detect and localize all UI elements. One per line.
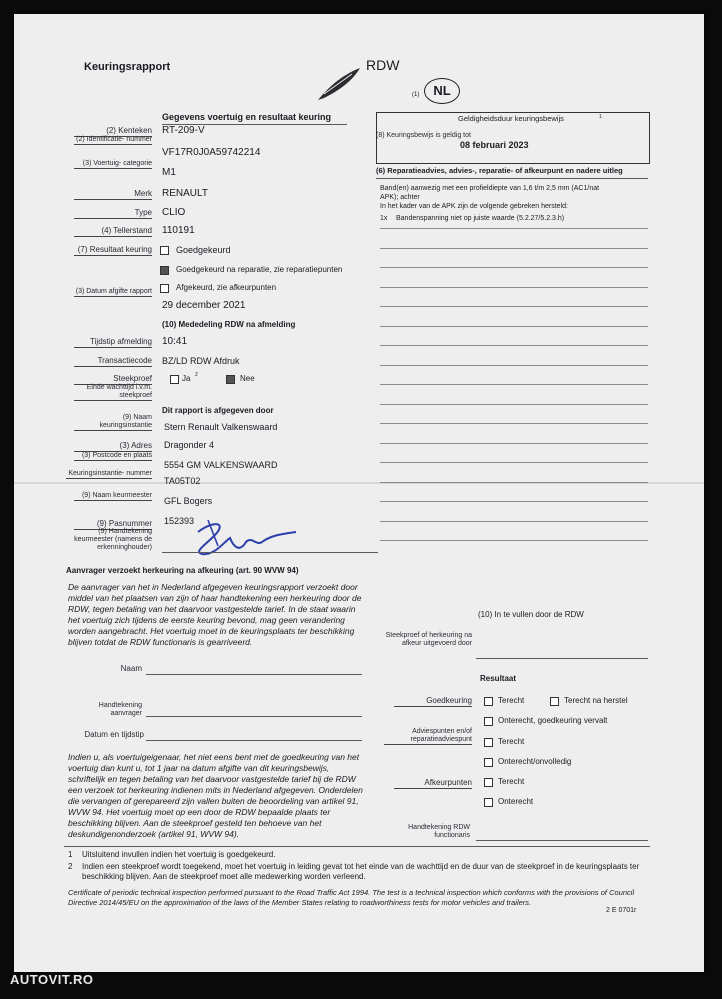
result-approved-after-repair-checkbox: [160, 266, 169, 275]
kenteken-label: (2) Kenteken: [74, 126, 152, 137]
datum-line[interactable]: [146, 740, 362, 741]
tijdstip-value: 10:41: [162, 336, 188, 347]
category-label: (3) Voertuig- categorie: [74, 160, 152, 169]
advice-empty-line: [380, 326, 648, 327]
adviespunten-label: Adviespunten en/of reparatieadviespunt: [384, 728, 472, 745]
validity-heading: Geldigheidsduur keuringsbewijs: [458, 114, 564, 123]
goedkeuring-onterecht-checkbox[interactable]: [484, 717, 493, 726]
footnote-1-text: Uitsluitend invullen indien het voertuig is goedgekeurd.: [82, 850, 276, 859]
instantie-nummer-label: Keuringsinstantie- nummer: [66, 470, 152, 479]
inspection-report-sheet: [14, 14, 704, 972]
keuringsbewijs-value: 08 februari 2023: [460, 140, 529, 150]
type-label: Type: [74, 208, 152, 219]
advice-empty-line: [380, 365, 648, 366]
goedkeuring-terecht-text: Terecht: [498, 696, 525, 705]
advice-empty-line: [380, 248, 648, 249]
keuringsbewijs-label: (8) Keuringsbewijs is geldig tot: [376, 132, 471, 139]
merk-label: Merk: [74, 189, 152, 200]
keurmeester-value: GFL Bogers: [164, 496, 213, 506]
resultaat-heading: Resultaat: [480, 674, 517, 683]
issuer-postcode-value: 5554 GM VALKENSWAARD: [164, 460, 278, 470]
transactie-value: BZ/LD RDW Afdruk: [162, 356, 240, 366]
goedkeuring-onterecht-text: Onterecht, goedkeuring vervalt: [498, 716, 608, 725]
pasnummer-label: (9) Pasnummer: [74, 519, 152, 530]
afkeurpunten-label: Afkeurpunten: [394, 778, 472, 789]
naam-label: Naam: [120, 664, 142, 673]
advice-empty-line: [380, 443, 648, 444]
issuer-name-label: (9) Naam keuringsinstantie: [74, 414, 152, 431]
advice-line-2: APK); achter: [380, 194, 420, 201]
kenteken-value: RT-209-V: [162, 125, 205, 136]
result-rejected-checkbox: [160, 284, 169, 293]
mededeling-title: (10) Mededeling RDW na afmelding: [162, 320, 296, 329]
signature-line: [162, 552, 378, 553]
advice-empty-line: [380, 540, 648, 541]
issuer-postcode-label: (3) Postcode en plaats: [74, 452, 152, 461]
adviespunten-onterecht-checkbox[interactable]: [484, 758, 493, 767]
advice-line-3: In het kader van de APK zijn de volgende gebreken hersteld:: [380, 203, 568, 210]
autovit-watermark: AUTOVIT.RO: [10, 972, 94, 987]
advice-empty-line: [380, 267, 648, 268]
aanvrager-signature-line[interactable]: [146, 716, 362, 717]
advice-empty-line: [380, 462, 648, 463]
advice-empty-line: [380, 404, 648, 405]
rdw-section-title: (10) In te vullen door de RDW: [478, 610, 584, 619]
adviespunten-terecht-checkbox[interactable]: [484, 738, 493, 747]
merk-value: RENAULT: [162, 188, 208, 199]
wachttijd-label: Einde wachttijd i.v.m. steekproef: [74, 384, 152, 401]
advice-line-1: Band(en) aanwezig met een profieldiepte van 1,6 t/m 2,5 mm (AC1/nat: [380, 185, 600, 192]
rule: [64, 846, 650, 847]
goedkeuring-herstel-checkbox[interactable]: [550, 697, 559, 706]
pasnummer-value: 152393: [164, 516, 195, 526]
rule: [376, 178, 648, 179]
advice-empty-line: [380, 501, 648, 502]
result-label: (7) Resultaat keuring: [74, 245, 152, 256]
goedkeuring-label: Goedkeuring: [394, 696, 472, 707]
date-value: 29 december 2021: [162, 300, 246, 311]
aanvrager-signature-label: Handtekening aanvrager: [98, 702, 142, 717]
advice-empty-line: [380, 423, 648, 424]
rdw-label: RDW: [366, 57, 400, 73]
country-footnote: (1): [412, 92, 420, 98]
footnote-1-number: 1: [68, 850, 73, 859]
advice-empty-line: [380, 345, 648, 346]
tellerstand-label: (4) Tellerstand: [74, 226, 152, 237]
advice-empty-line: [380, 482, 648, 483]
steekproef-uitgevoerd-label: Steekproef of herkeuring na afkeur uitgevoerd door: [385, 632, 472, 647]
datum-label: Datum en tijdstip: [84, 730, 144, 739]
vin-value: VF17R0J0A59742214: [162, 147, 261, 158]
footnote-2-text: Indien een steekproef wordt toegekend, moet het voertuig in leiding gevat tot het einde van de wachttijd en de duur van de steekproef in de keuringsplaats ter beschikking blijven. Aan de steekproef moet alle medewerking worden verleend.: [82, 862, 640, 881]
issuer-title: Dit rapport is afgegeven door: [162, 406, 274, 415]
adviespunten-terecht-text: Terecht: [498, 737, 525, 746]
advice-empty-line: [380, 287, 648, 288]
type-value: CLIO: [162, 207, 186, 218]
footnote-2-number: 2: [68, 862, 73, 871]
certificate-text: Certificate of periodic technical inspection performed pursuant to the Road Traffic Act 1994. The test is a technical inspection which conforms with the provisions of Council Directive 2014/45/EU on the approximation of the laws of the Member States relating to roadworthiness tests for motor vehicles and trailers.: [68, 888, 635, 907]
goedkeuring-terecht-checkbox[interactable]: [484, 697, 493, 706]
keurmeester-signature: [184, 512, 304, 562]
naam-line[interactable]: [146, 674, 362, 675]
afkeurpunten-onterecht-checkbox[interactable]: [484, 798, 493, 807]
rdw-feather-logo: [314, 64, 364, 104]
indien-text: Indien u, als voertuigeigenaar, het niet eens bent met de goedkeuring van het voertuig dan kunt u, tot 1 jaar na datum afgifte van dit keuringsbewijs, schriftelijk en tegen betaling van het daarvoor vastgestelde tarief bij de RDW een verzoek tot herkeuring indienen mits in Nederland afgegeven. Onderdelen die vervangen of gerepareerd zijn vallen buiten de beoordeling van artikel 91, WVW 94. Het voertuig moet op een door de RDW bepaalde plaats ter beschikking blijven. Aan de steekproef gesteld ten behoeve van het deskundigenonderzoek (artikel 91, WVW 94).: [68, 752, 363, 839]
afkeurpunten-terecht-checkbox[interactable]: [484, 778, 493, 787]
steekproef-ja-checkbox: [170, 375, 179, 384]
adviespunten-onterecht-text: Onterecht/onvolledig: [498, 757, 572, 766]
country-code-oval: NL: [424, 78, 460, 104]
goedkeuring-herstel-text: Terecht na herstel: [564, 696, 628, 705]
steekproef-ja-footnote: 2: [195, 372, 198, 378]
steekproef-nee-checkbox: [226, 375, 235, 384]
advice-empty-line: [380, 228, 648, 229]
form-code: 2 E 0701r: [606, 907, 637, 914]
afkeurpunten-onterecht-text: Onterecht: [498, 797, 534, 806]
result-approved-checkbox: [160, 246, 169, 255]
issuer-address-label: (3) Adres: [74, 441, 152, 452]
steekproef-label: Steekproef: [74, 374, 152, 385]
rdw-signature-line[interactable]: [476, 840, 648, 841]
vin-label: (2) Identificatie- nummer: [74, 136, 152, 145]
repair-count: 1x: [380, 215, 388, 222]
report-title: Keuringsrapport: [84, 61, 171, 73]
herkeuring-text: De aanvrager van het in Nederland afgegeven keuringsrapport verzoekt door middel van het plaatsen van zijn of haar handtekening een herkeuring door de RDW, tegen betaling van het daarvoor vastgestelde tarief. In de staat waarin het voertuig zich tijdens de eerste keuring bevond, mag geen verandering worden aangebracht. Het voertuig moet in de keuringsplaats ter beschikking blijven totdat de RDW functionaris is gearriveerd.: [68, 582, 362, 647]
keurmeester-label: (9) Naam keurmeester: [74, 492, 152, 501]
steekproef-ja-text: Ja: [182, 374, 191, 383]
afkeurpunten-terecht-text: Terecht: [498, 777, 525, 786]
advice-title: (6) Reparatieadvies, advies-, reparatie- of afkeurpunt en nadere uitleg: [376, 166, 623, 175]
advice-empty-line: [380, 521, 648, 522]
tellerstand-value: 110191: [162, 225, 195, 236]
rdw-signature-label: Handtekening RDW functionaris: [408, 824, 470, 839]
signature-label: (9) Handtekening keurmeester (namens de erkenninghouder): [74, 528, 152, 551]
steekproef-nee-text: Nee: [240, 374, 255, 383]
date-label: (3) Datum afgifte rapport: [75, 288, 152, 295]
tijdstip-label: Tijdstip afmelding: [74, 337, 152, 348]
transactie-label: Transactiecode: [74, 356, 152, 367]
advice-empty-line: [380, 306, 648, 307]
category-value: M1: [162, 167, 176, 178]
steekproef-uitgevoerd-line[interactable]: [476, 658, 648, 659]
instantie-nummer-value: TA05T02: [164, 476, 201, 486]
result-approved-after-repair-text: Goedgekeurd na reparatie, zie reparatiepunten: [176, 265, 343, 274]
issuer-address-value: Dragonder 4: [164, 440, 215, 450]
result-rejected-text: Afgekeurd, zie afkeurpunten: [176, 283, 277, 292]
repair-item: Bandenspanning niet op juiste waarde (5.2.27/5.2.3.h): [396, 215, 565, 222]
herkeuring-title: Aanvrager verzoekt herkeuring na afkeuring (art. 90 WVW 94): [66, 566, 299, 575]
vehicle-section-title: Gegevens voertuig en resultaat keuring: [162, 112, 332, 122]
issuer-name-value: Stern Renault Valkenswaard: [164, 422, 278, 432]
validity-footnote-mark: 1: [599, 114, 602, 120]
advice-empty-line: [380, 384, 648, 385]
result-approved-text: Goedgekeurd: [176, 245, 231, 255]
